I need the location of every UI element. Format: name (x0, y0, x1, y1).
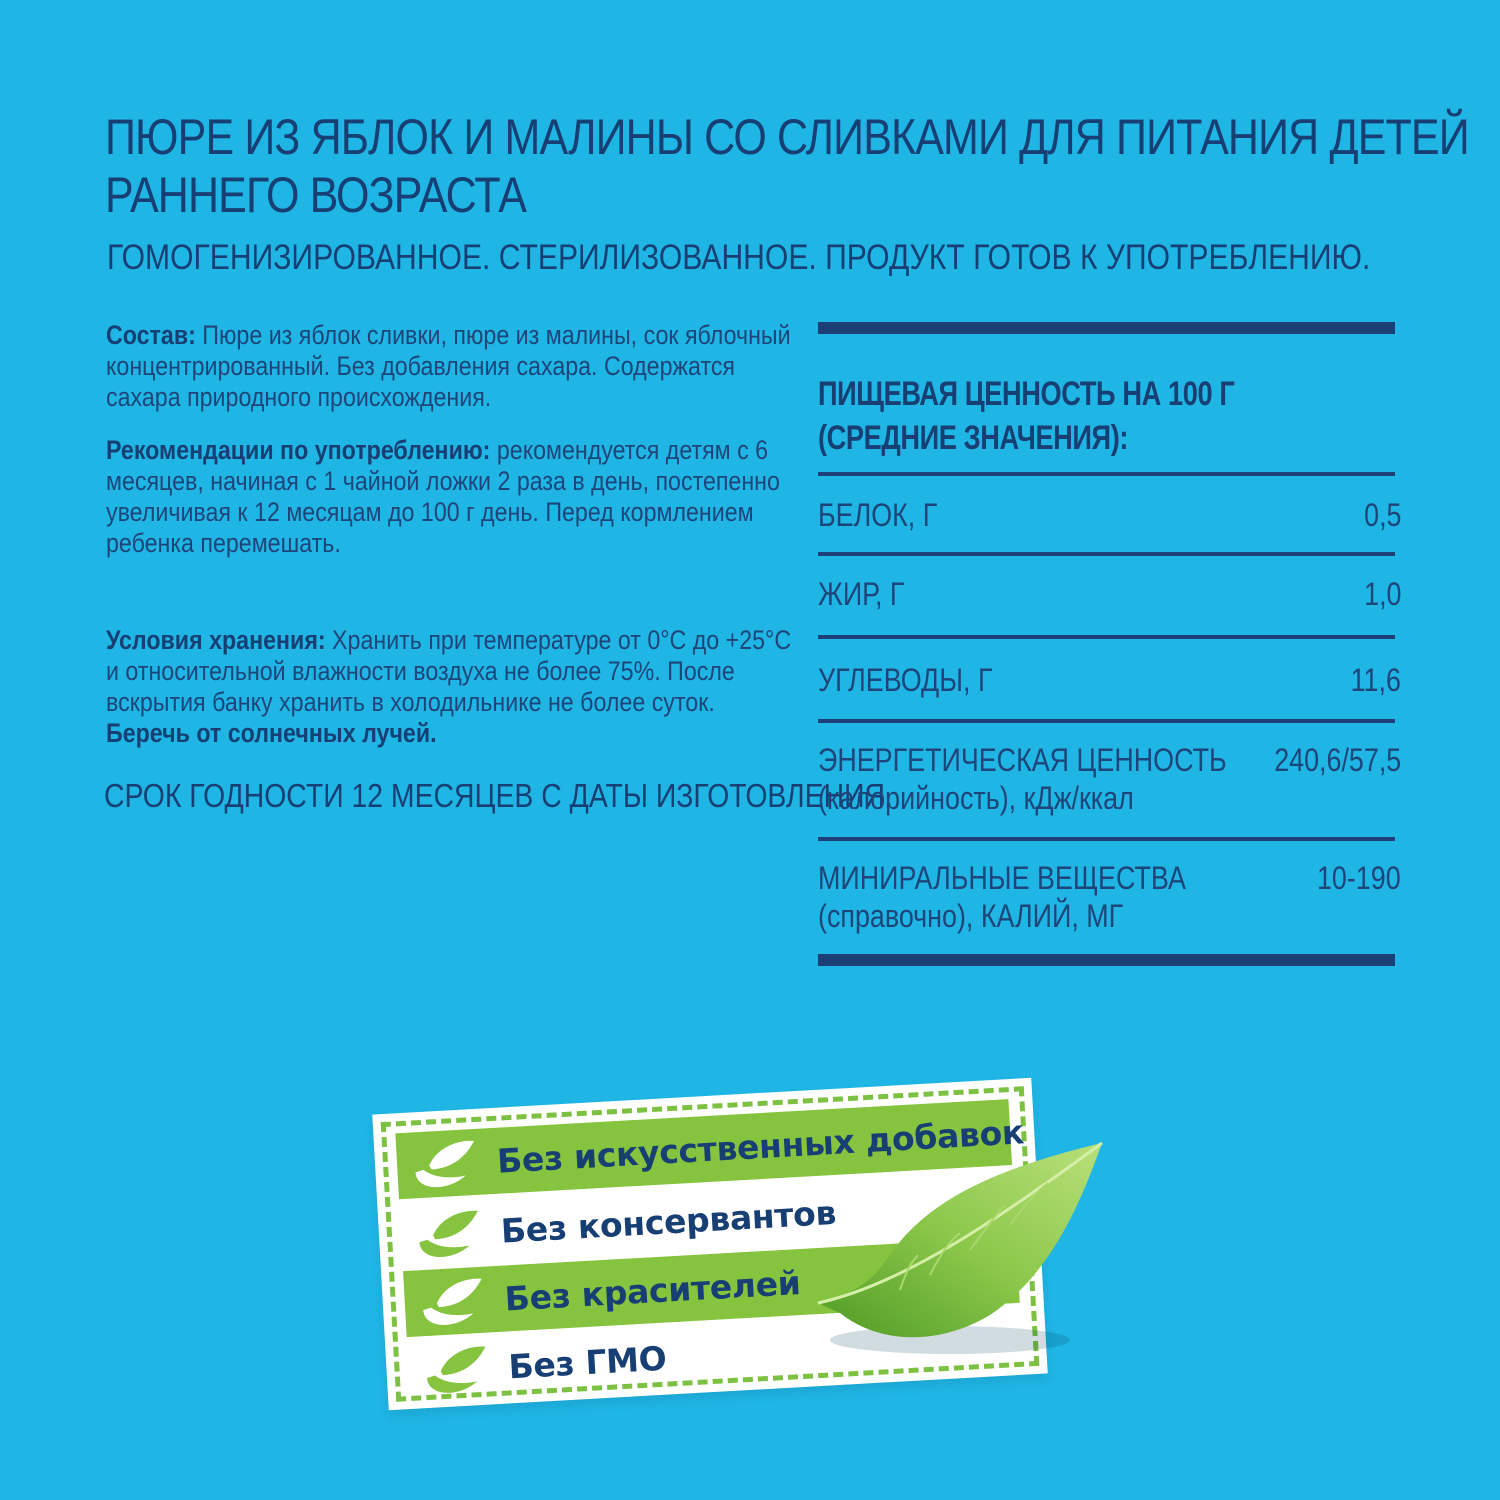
storage-text: вскрытия банку хранить в холодильнике не более суток. (106, 687, 715, 717)
nutrition-row-fat (818, 556, 1401, 635)
nutrient-label-sub: (справочно), КАЛИЙ, МГ (818, 898, 1124, 934)
nutrient-label: УГЛЕВОДЫ, Г (818, 662, 993, 698)
nutrient-label-main: ЭНЕРГЕТИЧЕСКАЯ ЦЕННОСТЬ (818, 742, 1227, 778)
product-title (105, 108, 1469, 224)
green-leaf-icon (810, 1135, 1110, 1365)
badge-item-label: Без консервантов (499, 1192, 837, 1251)
nutrient-label: БЕЛОК, Г (818, 497, 938, 533)
nutrient-value: 240,6/57,5 (1273, 742, 1401, 778)
nutrient-label: ЖИР, Г (818, 576, 905, 612)
badge-item-label: Без красителей (503, 1262, 802, 1319)
nutrient-label (818, 741, 1227, 817)
recommendations-block (106, 435, 780, 559)
composition-block (106, 320, 791, 413)
product-subtitle: ГОМОГЕНИЗИРОВАННОЕ. СТЕРИЛИЗОВАННОЕ. ПРОДУКТ ГОТОВ К УПОТРЕБЛЕНИЮ. (107, 238, 1371, 277)
recommendations-label: Рекомендации по употреблению: (106, 435, 491, 465)
leaf-icon (403, 1131, 484, 1197)
nutrient-label-main: МИНИРАЛЬНЫЕ ВЕЩЕСТВА (818, 860, 1186, 896)
nutrition-row-protein (818, 476, 1401, 552)
badge-item-label: Без искусственных добавок (495, 1111, 1025, 1181)
nutrient-value: 0,5 (1363, 497, 1401, 533)
composition-text: сахара природного происхождения. (106, 382, 492, 412)
nutrition-header (818, 334, 1395, 472)
composition-text: Пюре из яблок сливки, пюре из малины, сок яблочный (195, 320, 791, 350)
table-top-rule (818, 322, 1395, 334)
nutrition-row-carbs (818, 639, 1401, 719)
storage-text: и относительной влажности воздуха не более 75%. После (106, 656, 735, 686)
storage-block (106, 625, 792, 749)
leaf-icon (411, 1268, 492, 1334)
nutrient-label-sub: (калорийность), кДж/ккал (818, 780, 1134, 816)
recommendations-text: рекомендуется детям с 6 (490, 435, 769, 465)
recommendations-text: месяцев, начиная с 1 чайной ложки 2 раза в день, постепенно (106, 466, 780, 496)
badge-item-label: Без ГМО (507, 1338, 668, 1386)
storage-label: Условия хранения: (106, 625, 326, 655)
nutrition-header-line2: (СРЕДНИЕ ЗНАЧЕНИЯ): (818, 419, 1129, 457)
composition-label: Состав: (106, 320, 196, 350)
recommendations-text: ребенка перемешать. (106, 528, 341, 558)
shelf-life: СРОК ГОДНОСТИ 12 МЕСЯЦЕВ С ДАТЫ ИЗГОТОВЛЕНИЯ. (104, 777, 893, 814)
nutrition-row-energy (818, 723, 1401, 837)
nutrition-row-minerals (818, 841, 1401, 954)
table-bottom-rule (818, 954, 1395, 966)
storage-warning: Беречь от солнечных лучей. (106, 718, 437, 748)
recommendations-text: увеличивая к 12 месяцам до 100 г день. Перед кормлением (106, 497, 754, 527)
nutrition-header-line1: ПИЩЕВАЯ ЦЕННОСТЬ НА 100 Г (818, 375, 1235, 413)
nutrient-value: 10-190 (1317, 860, 1401, 896)
composition-text: концентрированный. Без добавления сахара. Содержатся (106, 351, 736, 381)
nutrition-table (818, 322, 1401, 966)
product-title-line1: ПЮРЕ ИЗ ЯБЛОК И МАЛИНЫ СО СЛИВКАМИ ДЛЯ ПИТАНИЯ ДЕТЕЙ (105, 109, 1469, 165)
nutrient-value: 11,6 (1350, 662, 1401, 698)
nutrient-value: 1,0 (1363, 576, 1401, 612)
leaf-icon (415, 1336, 496, 1402)
nutrient-label (818, 859, 1186, 935)
product-title-line2: РАННЕГО ВОЗРАСТА (105, 167, 527, 223)
leaf-icon (407, 1200, 488, 1266)
storage-text: Хранить при температуре от 0°С до +25°С (325, 625, 792, 655)
